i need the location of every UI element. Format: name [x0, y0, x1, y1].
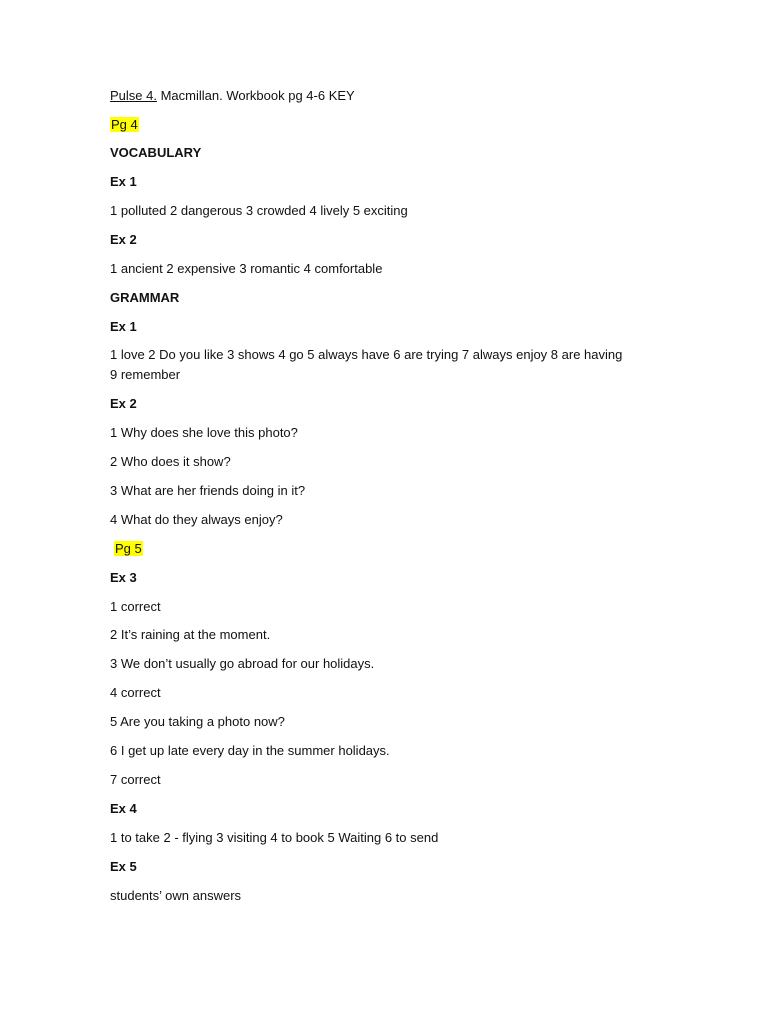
vocabulary-ex1-answers: 1 polluted 2 dangerous 3 crowded 4 lively 5 exciting — [110, 203, 408, 218]
ex3-answer-1: 1 correct — [110, 599, 161, 614]
grammar-ex2-label: Ex 2 — [110, 396, 137, 411]
ex4-answers: 1 to take 2 - flying 3 visiting 4 to book 5 Waiting 6 to send — [110, 830, 439, 845]
ex3-answer-2: 2 It’s raining at the moment. — [110, 627, 271, 642]
ex3-label: Ex 3 — [110, 570, 137, 585]
ex4-label: Ex 4 — [110, 801, 137, 816]
ex3-answer-5: 5 Are you taking a photo now? — [110, 714, 285, 729]
title-rest: Macmillan. Workbook pg 4-6 KEY — [156, 88, 355, 103]
ex5-answers: students’ own answers — [110, 888, 242, 903]
page-5-label: Pg 5 — [115, 541, 142, 556]
ex3-answer-7: 7 correct — [110, 772, 161, 787]
vocabulary-ex2-label: Ex 2 — [110, 232, 137, 247]
ex5-label: Ex 5 — [110, 859, 137, 874]
page-4-marker — [110, 116, 139, 134]
grammar-heading: GRAMMAR — [110, 290, 180, 305]
vocabulary-heading: VOCABULARY — [110, 145, 202, 160]
grammar-ex2-answer-2: 2 Who does it show? — [110, 454, 231, 469]
vocabulary-ex1-label: Ex 1 — [110, 174, 137, 189]
page-4-label: Pg 4 — [111, 117, 138, 132]
book-name: Pulse 4. — [110, 88, 157, 103]
page-5-marker — [110, 540, 143, 558]
vocabulary-ex2-answers: 1 ancient 2 expensive 3 romantic 4 comfortable — [110, 261, 383, 276]
document-title — [110, 87, 355, 105]
grammar-ex1-answers: 1 love 2 Do you like 3 shows 4 go 5 always have 6 are trying 7 always enjoy 8 are having 9 remember — [110, 347, 623, 382]
grammar-ex2-answer-1: 1 Why does she love this photo? — [110, 425, 298, 440]
grammar-ex2-answer-4: 4 What do they always enjoy? — [110, 512, 283, 527]
ex3-answer-6: 6 I get up late every day in the summer holidays. — [110, 743, 390, 758]
ex3-answer-3: 3 We don’t usually go abroad for our holidays. — [110, 656, 375, 671]
grammar-ex2-answer-3: 3 What are her friends doing in it? — [110, 483, 306, 498]
grammar-ex1-label: Ex 1 — [110, 319, 137, 334]
ex3-answer-4: 4 correct — [110, 685, 161, 700]
